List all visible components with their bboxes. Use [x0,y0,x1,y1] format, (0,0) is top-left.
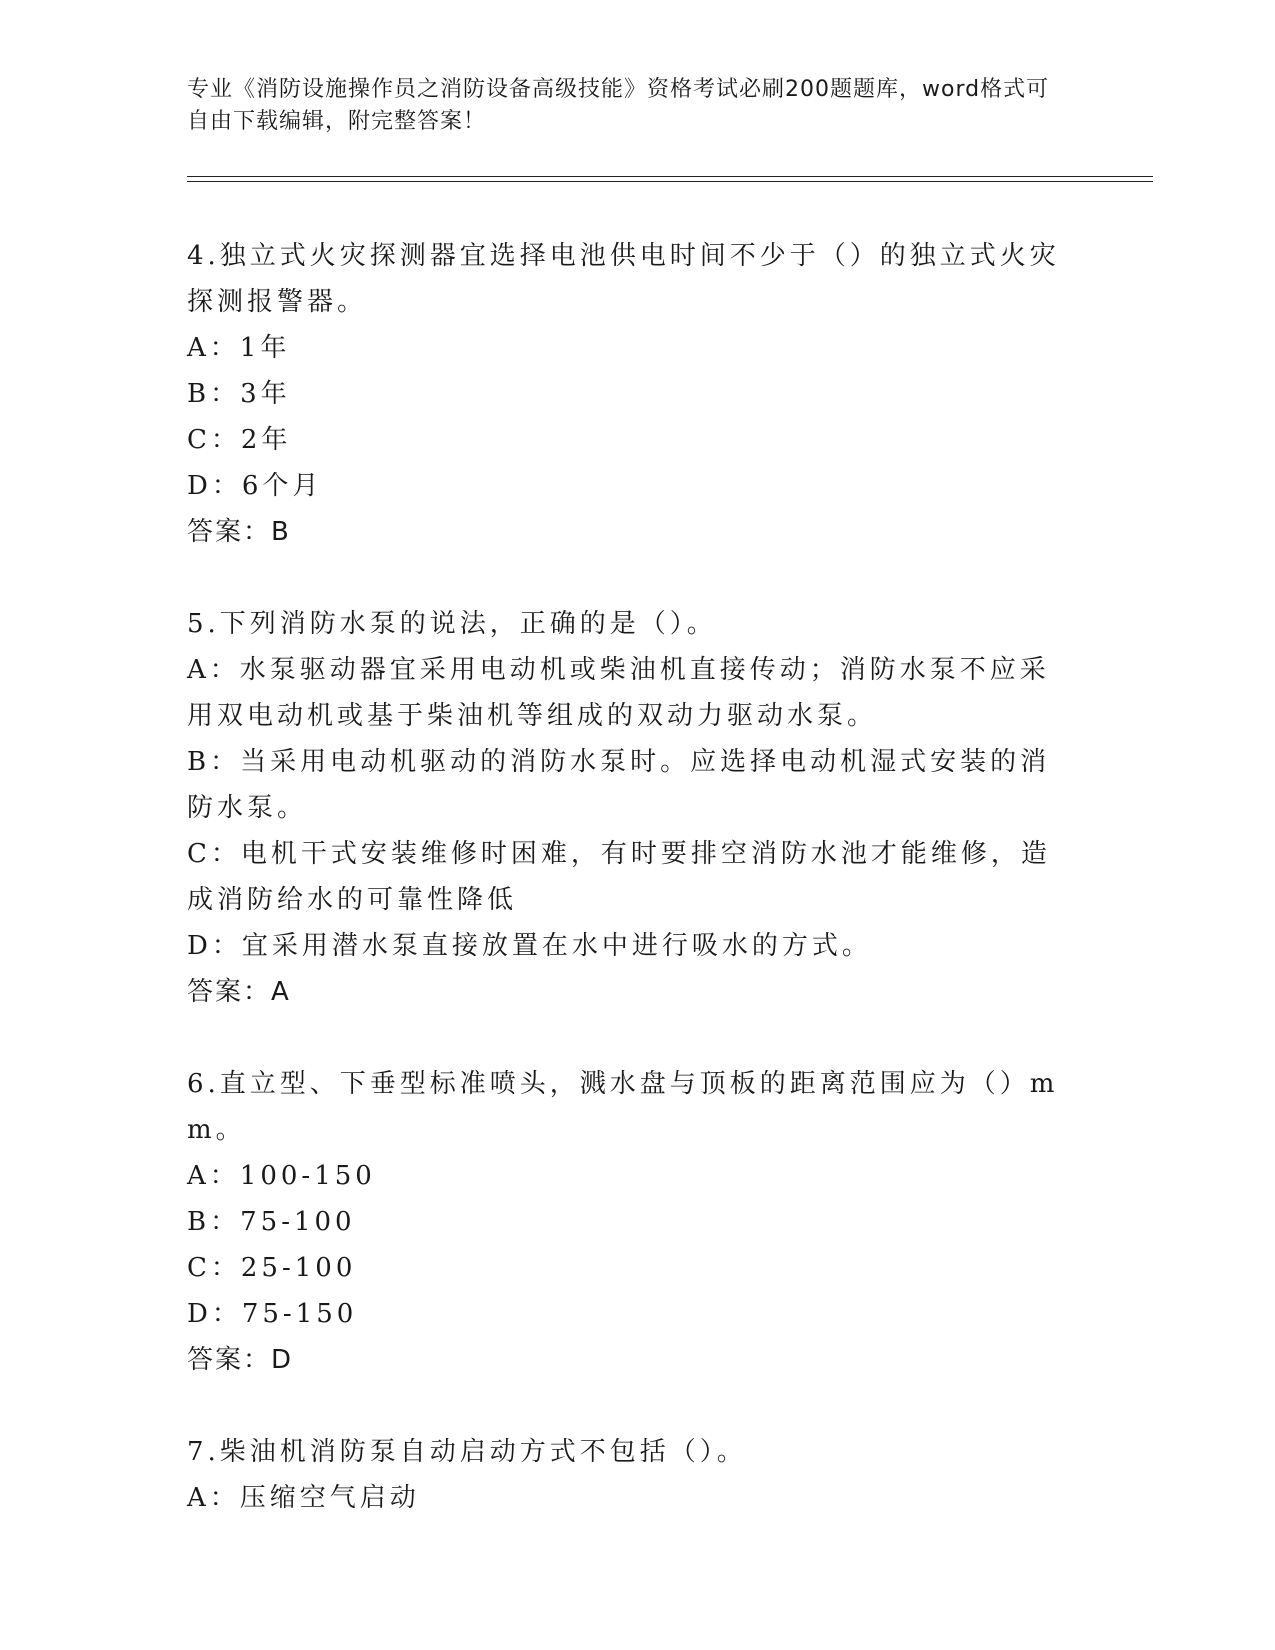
answer-line: 答案：B [187,517,291,547]
document-header [187,74,1067,138]
option-a: A：水泵驱动器宜采用电动机或柴油机直接传动；消防水泵不应采用双电动机或基于柴油机等组成的双动力驱动水泵。 [187,655,1050,731]
question-text: 6.直立型、下垂型标准喷头，溅水盘与顶板的距离范围应为（）mm。 [187,1069,1059,1145]
option-d: D：6个月 [187,471,323,501]
option-c: C：2年 [187,425,292,455]
header-divider-bottom [187,181,1153,182]
option-b: B：75-100 [187,1207,356,1237]
question-list [187,233,1077,1567]
option-a: A：1年 [187,333,291,363]
question-text: 4.独立式火灾探测器宜选择电池供电时间不少于（）的独立式火灾探测报警器。 [187,241,1060,317]
option-d: D：宜采用潜水泵直接放置在水中进行吸水的方式。 [187,931,872,961]
answer-line: 答案：A [187,977,291,1007]
question-text: 5.下列消防水泵的说法，正确的是（）。 [187,609,717,639]
option-a: A：压缩空气启动 [187,1483,420,1513]
option-a: A：100-150 [187,1161,376,1191]
option-c: C：电机干式安装维修时困难，有时要排空消防水池才能维修，造成消防给水的可靠性降低 [187,839,1051,915]
question-text: 7.柴油机消防泵自动启动方式不包括（）。 [187,1437,747,1467]
header-divider-top [187,176,1153,177]
header-title: 专业《消防设施操作员之消防设备高级技能》资格考试必刷200题题库，word格式可自由下载编辑，附完整答案！ [187,77,1050,134]
question-4 [187,233,1077,555]
option-d: D：75-150 [187,1299,358,1329]
option-b: B：当采用电动机驱动的消防水泵时。应选择电动机湿式安装的消防水泵。 [187,747,1051,823]
option-c: C：25-100 [187,1253,357,1283]
option-b: B：3年 [187,379,291,409]
question-5 [187,601,1077,1015]
question-6 [187,1061,1077,1383]
question-7 [187,1429,1077,1521]
answer-line: 答案：D [187,1345,294,1375]
